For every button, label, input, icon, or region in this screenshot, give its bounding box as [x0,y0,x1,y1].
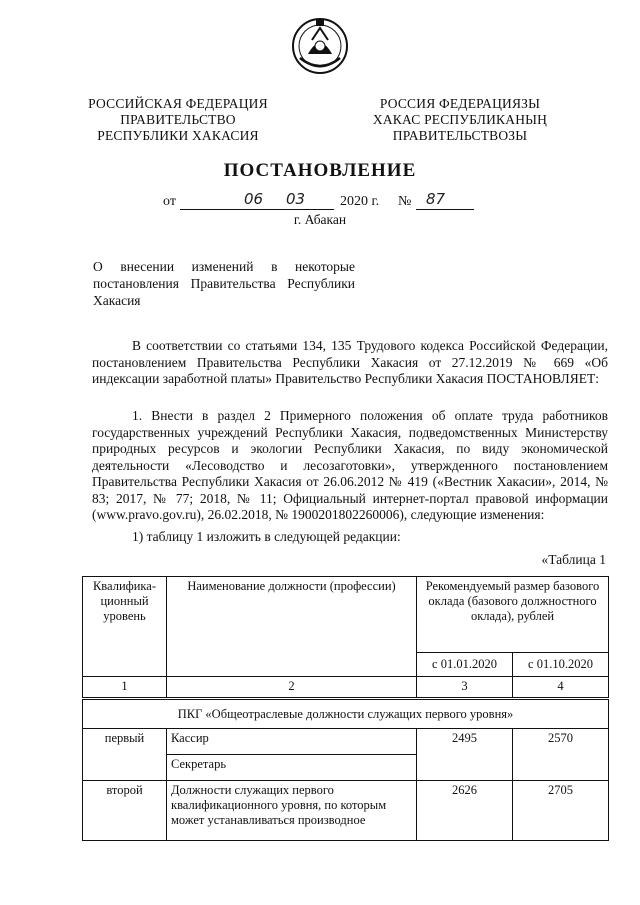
table-row-position: Секретарь [167,755,417,781]
col-number: 2 [167,677,417,699]
table-row-position: Кассир [167,729,417,755]
header-right-line: ПРАВИТЕЛЬСТВОЗЫ [392,128,528,143]
date-from-label: от [163,194,176,209]
col3-subheader: с 01.01.2020 [417,653,513,677]
table-row-value-2: 2705 [513,781,609,841]
header-left-line: РОССИЙСКАЯ ФЕДЕРАЦИЯ [88,96,268,111]
date-day: 06 [244,190,264,208]
table-row-level: второй [83,781,167,841]
header-right [360,96,560,144]
col-number: 4 [513,677,609,699]
col34-header: Рекомендуемый размер базового оклада (базового должностного оклада), рублей [417,577,609,653]
header-right-line: ХАКАС РЕСПУБЛИКАНЫҢ [372,112,548,127]
header-left-line: РЕСПУБЛИКИ ХАКАСИЯ [97,128,259,143]
document-title: ПОСТАНОВЛЕНИЕ [223,160,417,181]
header-left [78,96,278,144]
number-label: № [398,194,412,209]
subject: О внесении изменений в некоторые постановления Правительства Республики Хакасия [93,259,355,308]
col2-header: Наименование должности (профессии) [167,577,417,677]
salary-table [82,576,609,841]
coat-of-arms-emblem [290,14,350,76]
table-row-value-1: 2495 [417,729,513,781]
col4-subheader: с 01.10.2020 [513,653,609,677]
paragraph-item-1: 1. Внести в раздел 2 Примерного положения об оплате труда работников государственных учреждений Республики Хакасия, подведомственных Министерству природных ресурсов и экологии Республики Хакасия, по виду экономической деятельности «Лесоводство и лесозаготовки», утвержденного постановлением Правительства Республики Хакасия от 26.06.2012 № 419 («Вестник Хакасии», 2014, № 83; 2017, № 77; 2018, № 11; Официальный интернет-портал правовой информации (www.pravo.gov.ru), 26.02.2018, № 1900201802260006), следующие изменения: [92,408,608,522]
table-row-value-1: 2626 [417,781,513,841]
table-row-value-2: 2570 [513,729,609,781]
header-right-line: РОССИЯ ФЕДЕРАЦИЯЗЫ [379,96,541,111]
col-number: 3 [417,677,513,699]
date-month: 03 [286,190,306,208]
city: г. Абакан [293,212,347,227]
paragraph-preamble: В соответствии со статьями 134, 135 Трудового кодекса Российской Федерации, постановлением Правительства Республики Хакасия от 27.12.2019 № 669 «Об индексации заработной платы» Правительство Республики Хакасия ПОСТАНОВЛЯЕТ: [92,338,608,386]
header-left-line: ПРАВИТЕЛЬСТВО [120,112,236,127]
date-year: 2020 г. [340,194,380,209]
col1-header: Квалифика-ционный уровень [83,577,167,677]
table-caption: «Таблица 1 [541,552,606,567]
table-row-position: Должности служащих первого квалификационного уровня, по которым может устанавливаться производное [167,781,417,841]
document-number: 87 [426,190,446,208]
group-title: ПКГ «Общеотраслевые должности служащих первого уровня» [83,699,609,729]
paragraph-subitem-1: 1) таблицу 1 изложить в следующей редакции: [132,529,401,544]
col-number: 1 [83,677,167,699]
table-row-level: первый [83,729,167,781]
